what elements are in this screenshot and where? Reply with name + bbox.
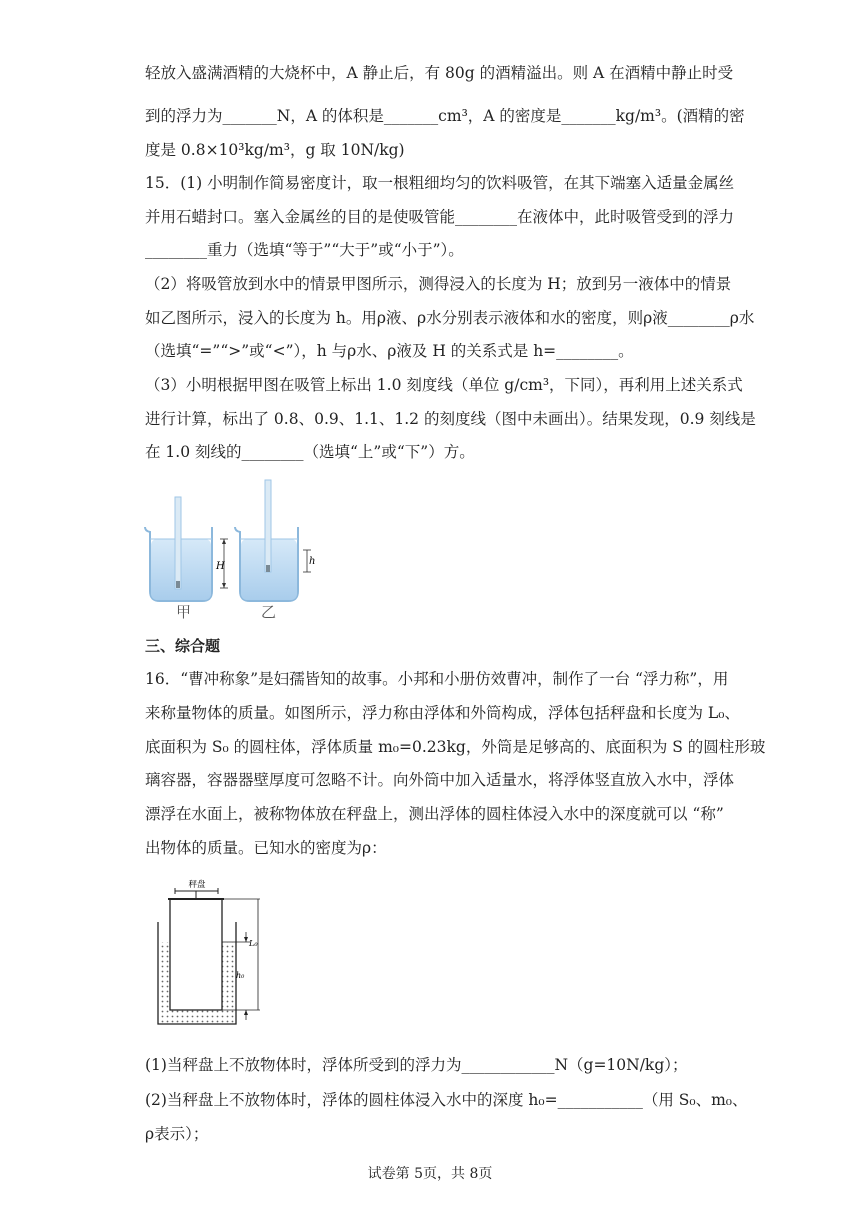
- label-h: h: [309, 556, 316, 567]
- section-heading: 三、综合题: [145, 637, 221, 655]
- text-line: 进行计算，标出了 0.8、0.9、1.1、1.2 的刻度线（图中未画出）。结果发现，0.9 刻线是: [145, 410, 756, 428]
- text-line: 出物体的质量。已知水的密度为ρ：: [145, 839, 387, 857]
- text-line: 来称量物体的质量。如图所示，浮力称由浮体和外筒构成，浮体包括秤盘和长度为 L₀、: [145, 704, 740, 722]
- text-line: 到的浮力为_______N，A 的体积是_______cm³，A 的密度是_______kg/m³。(酒精的密: [145, 107, 745, 125]
- question-15-line: 15．(1) 小明制作简易密度计，取一根粗细均匀的饮料吸管，在其下端塞入适量金属丝: [145, 174, 735, 192]
- text-line: （2）将吸管放到水中的情景甲图所示，测得浸入的长度为 H；放到另一液体中的情景: [145, 275, 732, 293]
- text-line: 底面积为 S₀ 的圆柱体，浮体质量 m₀=0.23kg，外筒是足够高的、底面积为 S 的圆柱形玻: [145, 738, 766, 756]
- label-pan: 秤盘: [188, 880, 206, 890]
- text-line: 璃容器，容器器壁厚度可忽略不计。向外筒中加入适量水，将浮体竖直放入水中，浮体: [145, 771, 735, 789]
- label-h0: h₀: [236, 971, 245, 980]
- text-line: （选填“=”“>”或“<”），h 与ρ水、ρ液及 H 的关系式是 h=________。: [145, 342, 634, 360]
- question-16-2-line: (2)当秤盘上不放物体时，浮体的圆柱体浸入水中的深度 h₀=___________（用 S₀、m₀、: [145, 1091, 748, 1109]
- text-line: （3）小明根据甲图在吸管上标出 1.0 刻度线（单位 g/cm³，下同），再利用上述关系式: [145, 376, 743, 394]
- text-line: 漂浮在水面上，被称物体放在秤盘上，测出浮体的圆柱体浸入水中的深度就可以 “称”: [145, 805, 724, 823]
- page-footer: 试卷第 5页，共 8页: [367, 1166, 493, 1182]
- text-line: 并用石蜡封口。塞入金属丝的目的是使吸管能________在液体中，此时吸管受到的浮力: [145, 208, 735, 226]
- label-yi: 乙: [261, 603, 277, 621]
- text-line: 轻放入盛满酒精的大烧杯中，A 静止后，有 80g 的酒精溢出。则 A 在酒精中静止时受: [145, 64, 734, 82]
- beaker-jia: [145, 497, 228, 601]
- text-line: ρ表示）；: [145, 1125, 209, 1143]
- text-line: 在 1.0 刻线的________（选填“上”或“下”）方。: [145, 443, 475, 461]
- label-jia: 甲: [176, 603, 192, 621]
- label-L0: L₀: [249, 939, 258, 948]
- beaker-yi: [235, 480, 311, 601]
- density-meter-figure: [140, 475, 340, 625]
- question-16-1-line: (1)当秤盘上不放物体时，浮体所受到的浮力为____________N（g=10N/kg）；: [145, 1056, 688, 1074]
- text-line: 度是 0.8×10³kg/m³，g 取 10N/kg): [145, 141, 405, 159]
- question-16-line: 16．“曹冲称象”是妇孺皆知的故事。小邦和小册仿效曹冲，制作了一台 “浮力称”，用: [145, 670, 729, 688]
- text-line: 如乙图所示，浸入的长度为 h。用ρ液、ρ水分别表示液体和水的密度，则ρ液________ρ水: [145, 309, 755, 327]
- label-H: H: [216, 561, 225, 572]
- text-line: ________重力（选填“等于”“大于”或“小于”）。: [145, 241, 464, 259]
- buoyancy-scale-figure: [150, 874, 280, 1029]
